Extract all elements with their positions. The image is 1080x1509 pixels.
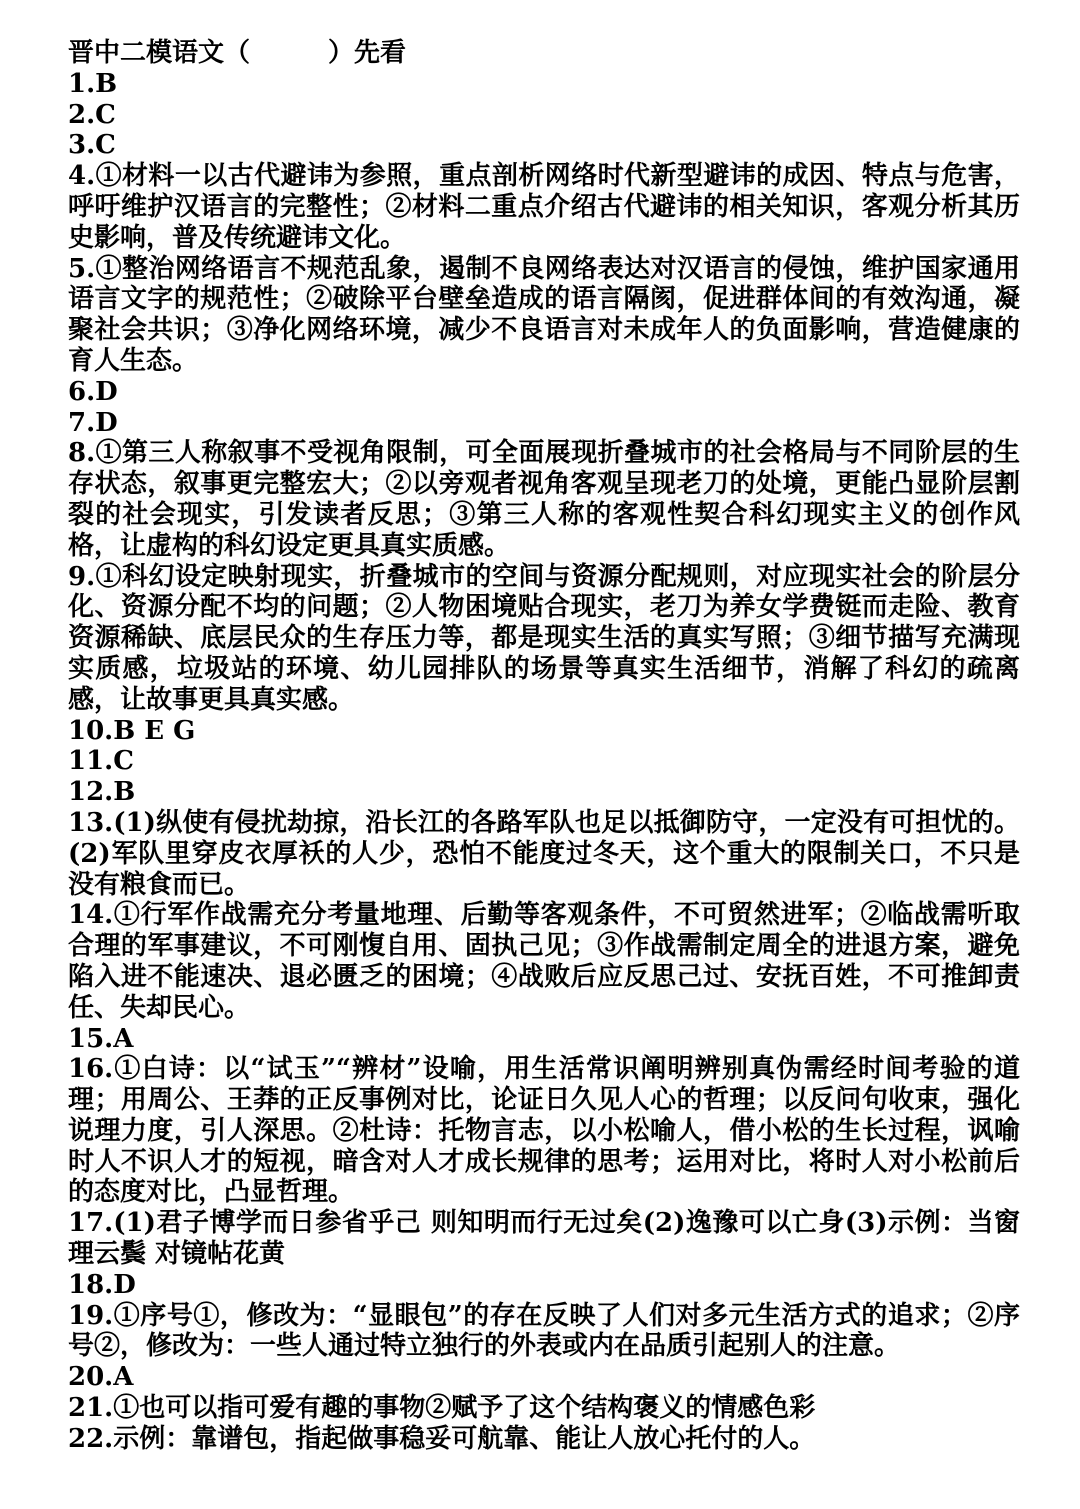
- answer-18: 18.D: [68, 1269, 136, 1300]
- answer-5: 5.①整治网络语言不规范乱象，遏制不良网络表达对汉语言的侵蚀，维护国家通用语言文字的规范性；②破除平台壁垒造成的语言隔阂，促进群体间的有效沟通，凝聚社会共识；③净化网络环境，减少不良语言对未成年人的负面影响，营造健康的育人生态。: [68, 253, 1020, 376]
- answer-13: 13.(1)纵使有侵扰劫掠，沿长江的各路军队也足以抵御防守，一定没有可担忧的。(2)军队里穿皮衣厚袄的人少，恐怕不能度过冬天，这个重大的限制关口，不只是没有粮食而已。: [68, 807, 1020, 900]
- answer-4: 4.①材料一以古代避讳为参照，重点剖析网络时代新型避讳的成因、特点与危害，呼吁维护汉语言的完整性；②材料二重点介绍古代避讳的相关知识，客观分析其历史影响，普及传统避讳文化。: [68, 161, 1020, 253]
- answer-3: 3.C: [68, 130, 116, 161]
- answer-14: 14.①行军作战需充分考量地理、后勤等客观条件，不可贸然进军；②临战需听取合理的军事建议，不可刚愎自用、固执己见；③作战需制定周全的进退方案，避免陷入进不能速决、退必匮乏的困境；④战败后应反思己过、安抚百姓，不可推卸责任、失却民心。: [68, 900, 1020, 1023]
- answer-1: 1.B: [68, 68, 118, 99]
- answer-15: 15.A: [68, 1023, 134, 1054]
- answer-16: 16.①白诗：以“试玉”“辨材”设喻，用生活常识阐明辨别真伪需经时间考验的道理；用周公、王莽的正反事例对比，论证日久见人心的哲理；以反问句收束，强化说理力度，引人深思。②杜诗：托物言志，以小松喻人，借小松的生长过程，讽喻时人不识人才的短视，暗含对人才成长规律的思考；运用对比，将时人对小松前后的态度对比，凸显哲理。: [68, 1054, 1020, 1208]
- answer-22: 22.示例：靠谱包，指起做事稳妥可航靠、能让人放心托付的人。: [68, 1423, 816, 1454]
- answer-8: 8.①第三人称叙事不受视角限制，可全面展现折叠城市的社会格局与不同阶层的生存状态，叙事更完整宏大；②以旁观者视角客观呈现老刀的处境，更能凸显阶层割裂的社会现实，引发读者反思；③第三人称的客观性契合科幻现实主义的创作风格，让虚构的科幻设定更具真实质感。: [68, 438, 1020, 561]
- document-title: 晋中二模语文（ ）先看: [68, 38, 407, 68]
- answer-21: 21.①也可以指可爱有趣的事物②赋予了这个结构褒义的情感色彩: [68, 1393, 816, 1424]
- answer-11: 11.C: [68, 746, 134, 777]
- answer-20: 20.A: [68, 1362, 134, 1393]
- answer-2: 2.C: [68, 99, 116, 130]
- answer-10: 10.B E G: [68, 715, 196, 746]
- answer-6: 6.D: [68, 376, 118, 407]
- answer-key-document: [68, 38, 1020, 1455]
- answer-19: 19.①序号①，修改为：“显眼包”的存在反映了人们对多元生活方式的追求；②序号②，修改为：一些人通过特立独行的外表或内在品质引起别人的注意。: [68, 1300, 1020, 1362]
- answer-7: 7.D: [68, 407, 118, 438]
- answer-17: 17.(1)君子博学而日参省乎己 则知明而行无过矣(2)逸豫可以亡身(3)示例：当窗理云鬓 对镜帖花黄: [68, 1208, 1020, 1270]
- answer-12: 12.B: [68, 777, 136, 808]
- answer-9: 9.①科幻设定映射现实，折叠城市的空间与资源分配规则，对应现实社会的阶层分化、资源分配不均的问题；②人物困境贴合现实，老刀为养女学费铤而走险、教育资源稀缺、底层民众的生存压力等，都是现实生活的真实写照；③细节描写充满现实质感，垃圾站的环境、幼儿园排队的场景等真实生活细节，消解了科幻的疏离感，让故事更具真实感。: [68, 561, 1020, 715]
